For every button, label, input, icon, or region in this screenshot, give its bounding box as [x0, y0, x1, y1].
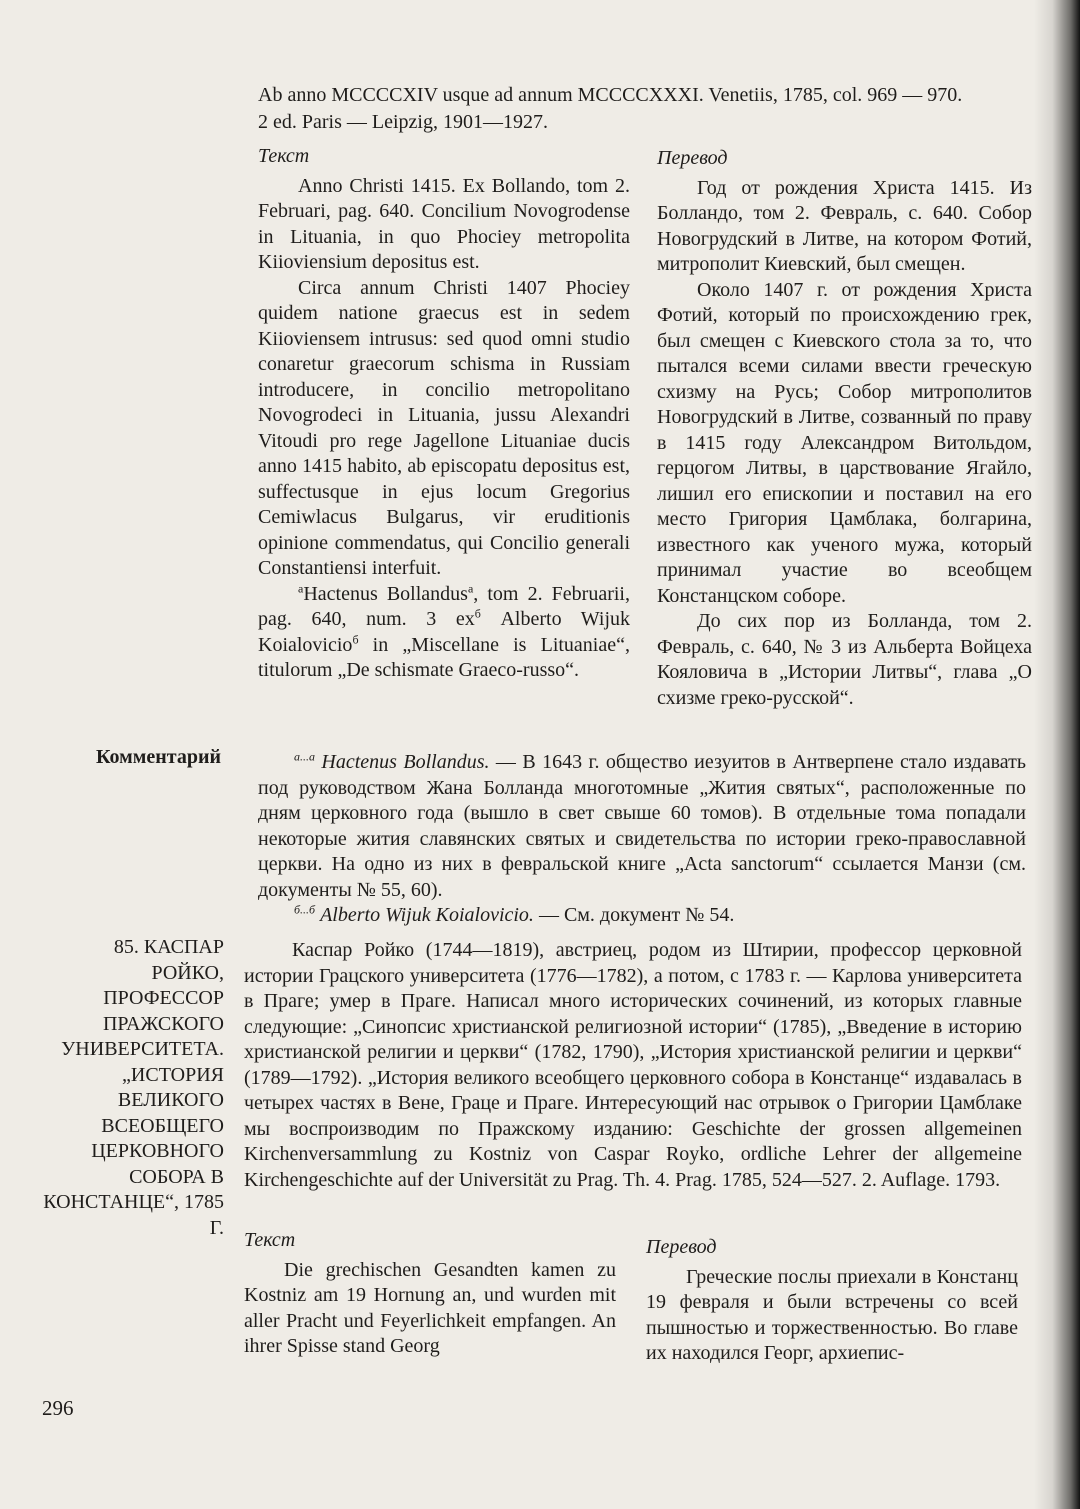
document-85-title: 85. КАСПАР РОЙКО, ПРОФЕССОР ПРАЖСКОГО УНИВЕРСИТЕТА. „ИСТОРИЯ ВЕЛИКОГО ВСЕОБЩЕГО ЦЕРКОВНОГО СОБОРА В КОНСТАНЦЕ“, 1785 Г. — [43, 936, 224, 1239]
commentary-label: Комментарий — [96, 746, 222, 768]
russian-paragraph: До сих пор из Болланда, том 2. Февраль, с. 640, № 3 из Альберта Войцеха Кояловича в „Истории Литвы“, глава „О схизме греко-русской“. — [657, 610, 1032, 709]
russian-paragraph: Греческие послы приехали в Констанц 19 февраля и были встречены со всей пышностью и торжественностью. Во главе их находился Георг, архиепис- — [646, 1265, 1018, 1364]
latin-paragraph: Anno Christi 1415. Ex Bollando, tom 2. Februari, pag. 640. Concilium Novogrodense in Lituania, in quo Phociey metropolita Kiioviensium depositus est. — [258, 174, 630, 273]
page-number: 296 — [42, 1396, 74, 1420]
russian-translation-column — [657, 146, 1032, 711]
footnote-mark: б — [474, 606, 481, 621]
note-text: — См. документ № 54. — [533, 904, 735, 926]
commentary-note-a — [258, 750, 1026, 903]
note-text: — В 1643 г. общество иезуитов в Антверпене стало издавать под руководством Жана Болланда многотомные „Жития святых“, расположенные по дням церковного года (вышло в свет свыше 60 томов). В отдельные тома попадали некоторые жития славянских святых и свидетельства по истории греко-православной церкви. На одно из них в февральской книге „Acta sanctorum“ ссылается Манзи (см. документы № 55, 60). — [258, 751, 1027, 901]
latin-text-column — [258, 144, 630, 684]
intro-line-2: 2 ed. Paris — Leipzig, 1901—1927. — [258, 111, 548, 133]
note-mark: б...б — [294, 902, 316, 917]
footnote-mark: a — [298, 580, 304, 595]
book-spine-shadow — [1034, 0, 1080, 1509]
intro-reference — [258, 82, 1048, 136]
latin-paragraph-footnoted: $^a$Hactenus Bollandus$^a$, tom 2. Februarii, pag. 640, num. 3 $ex^б$ Alberto Wijuk Koialovicio$^б$ in „Miscellane is Lituaniae“, titulorum „De schismate Graeco-russo“. — [258, 580, 630, 681]
german-paragraph: Die grechischen Gesandten kamen zu Kostniz am 19 Hornung an, und wurden mit aller Pracht und Feyerlichkeit empfangen. An ihrer Spisse stand Georg — [244, 1258, 616, 1357]
russian-paragraph: Год от рождения Христа 1415. Из Болландо, том 2. Февраль, с. 640. Собор Новогрудский в Литве, на котором Фотий, митрополит Киевский, был смещен. — [657, 176, 1032, 275]
translation-heading: Перевод — [646, 1236, 717, 1258]
note-title: Hactenus Bollandus. — [321, 751, 490, 773]
commentary-body — [258, 750, 1026, 929]
text-heading: Текст — [244, 1229, 296, 1251]
document-85-description — [244, 938, 1022, 1193]
russian-paragraph: Около 1407 г. от рождения Христа Фотий, который по происхождению грек, был смещен с Киевского стола за то, что пытался всеми силами ввести греческую схизму на Русь; Собор митрополитов Новогрудский в Литве, созванный по праву в 1415 году Александром Витольдом, герцогом Литвы, в царствование Ягайло, лишил его епископии и поставил на его место Григория Цамблака, болгарина, известного как ученого мужа, который принимал участие во всеобщем Констанцском соборе. — [657, 278, 1032, 607]
intro-line-1: Ab anno MCCCCXIV usque ad annum MCCCCXXXI. Venetiis, 1785, col. 969 — 970. — [258, 84, 963, 106]
footnote-mark: б — [352, 631, 359, 646]
russian-translation-column-2 — [646, 1235, 1018, 1367]
commentary-note-b — [258, 903, 1026, 929]
document-85-paragraph: Каспар Ройко (1744—1819), австриец, родом из Штирии, профессор церковной истории Грацского университета (1776—1782), а потом, с 1783 г. — Карлова университета в Праге; умер в Праге. Написал много исторических сочинений, из которых главные следующие: „Синопсис христианской религиозной истории“ (1785), „Введение в историю христианской религии и церкви“ (1782, 1790), „История христианской религии и церкви“ (1789—1792). „История великого всеобщего церковного собора в Констанце“ издавалась в четырех частях в Вене, Граце и Праге. Интересующий нас отрывок о Григории Цамблаке мы воспроизводим по Пражскому изданию: Geschichte der grossen allgemeinen Kirchenversammlung zu Kostniz von Caspar Royko, ordliche Lehrer der allgemeine Kirchengeschichte auf der Universität zu Prag. Th. 4. Prag. 1785, 524—527. 2. Auflage. 1793. — [244, 939, 1022, 1191]
note-title: Alberto Wijuk Koialovicio. — [320, 904, 534, 926]
latin-paragraph: Circa annum Christi 1407 Phociey quidem natione graecus est in sedem Kiioviensem intrusus: sed quod omni studio conaretur graecorum schisma in Russiam introducere, in concilio metropolitano Novogrodeci in Lituania, jussu Alexandri Vitoudi pro rege Jagellone Lituaniae ducis anno 1415 habito, ab episcopatu depositus est, suffectusque in ejus locum Gregorius Cemiwlacus Bulgarus, vir eruditionis opinione commendatus, qui Concilio generali Constantiensi interfuit. — [258, 276, 630, 579]
german-text-column — [244, 1228, 616, 1360]
note-mark: а...а — [294, 749, 315, 764]
text-heading: Текст — [258, 145, 310, 167]
translation-heading: Перевод — [657, 147, 728, 169]
footnote-mark: a — [467, 580, 474, 595]
